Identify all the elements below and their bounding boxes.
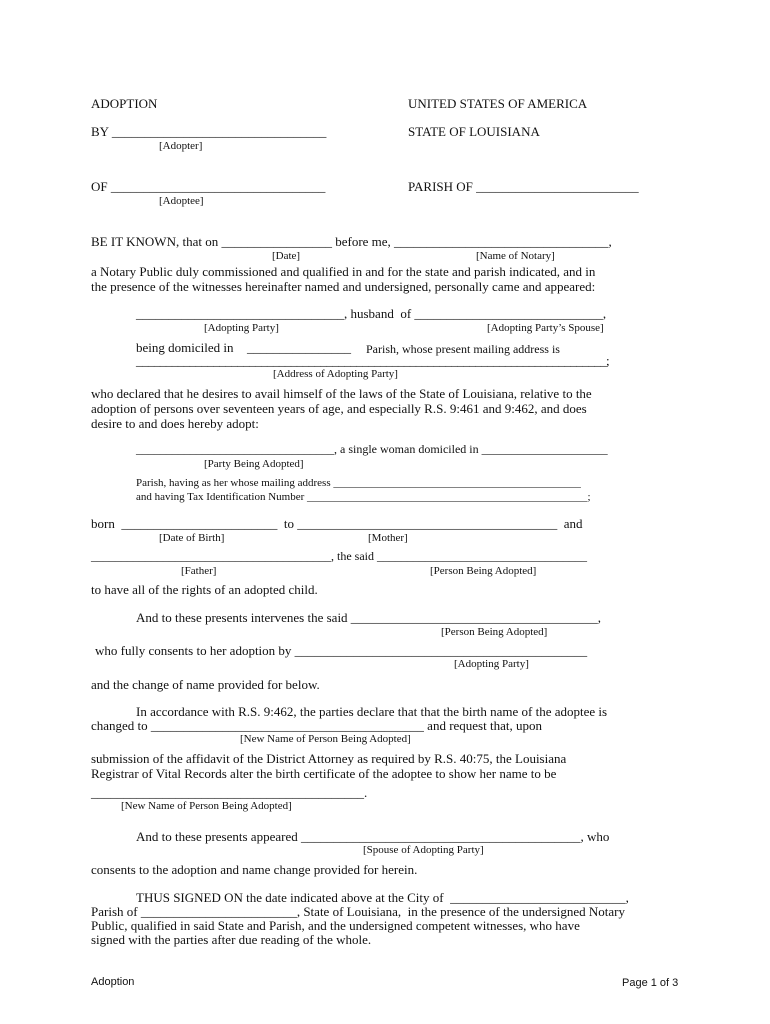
new-name-caption: [New Name of Person Being Adopted] <box>240 733 411 745</box>
consent-line: who fully consents to her adoption by _____________________________________________ <box>95 643 588 658</box>
country-label: UNITED STATES OF AMERICA <box>408 96 588 111</box>
address-blank-line: _______________________________________________________________________________; <box>136 353 610 368</box>
intervenes-line: And to these presents intervenes the said ______________________________________, <box>136 610 602 625</box>
signing-line-4: signed with the parties after due reading of the whole. <box>91 932 372 947</box>
intro-line-1: BE IT KNOWN, that on _________________ before me, _________________________________, <box>91 234 612 249</box>
domiciled-label: being domiciled in <box>136 340 234 355</box>
rights-line: to have all of the rights of an adopted child. <box>91 582 318 597</box>
adoptee-line: _________________________________, a single woman domiciled in _____________________ <box>136 442 608 456</box>
intro-line-3: the presence of the witnesses hereinafter named and undersigned, personally came and appeared: <box>91 279 596 294</box>
footer-title: Adoption <box>91 976 135 988</box>
name-change-line-1: In accordance with R.S. 9:462, the parties declare that that the birth name of the adoptee is <box>136 704 608 719</box>
adoptee-caption: [Adoptee] <box>159 195 204 207</box>
parish-address-label: Parish, whose present mailing address is <box>366 342 560 356</box>
date-caption: [Date] <box>272 250 301 262</box>
mother-caption: [Mother] <box>368 532 408 544</box>
spouse-caption: [Adopting Party’s Spouse] <box>487 322 604 334</box>
signing-line-1: THUS SIGNED ON the date indicated above at the City of ___________________________, <box>136 890 629 905</box>
adopter-blank-line: BY _________________________________ <box>91 124 327 139</box>
notary-caption: [Name of Notary] <box>476 250 555 262</box>
adopting-party-caption: [Adopting Party] <box>204 322 279 334</box>
adopter-caption: [Adopter] <box>159 140 203 152</box>
intro-line-2: a Notary Public duly commissioned and qualified in and for the state and parish indicated, and in <box>91 264 596 279</box>
father-caption: [Father] <box>181 565 217 577</box>
adopting-party-line: ________________________________, husband of _____________________________, <box>136 306 607 321</box>
parish-blank-line: PARISH OF _________________________ <box>408 179 639 194</box>
name-change-line-4: Registrar of Vital Records alter the birth certificate of the adoptee to show her name to be <box>91 766 557 781</box>
signing-line-3: Public, qualified in said State and Parish, and the undersigned competent witnesses, who have <box>91 918 580 933</box>
name-change-line-2: changed to __________________________________________ and request that, upon <box>91 718 542 733</box>
page-number: Page 1 of 3 <box>622 977 679 989</box>
dob-caption: [Date of Birth] <box>159 532 225 544</box>
born-line: born ________________________ to ________________________________________ and <box>91 516 583 531</box>
father-line: ________________________________________, the said ___________________________________ <box>91 549 587 563</box>
domiciled-blank: ________________ <box>247 340 351 355</box>
adoptee-blank-line: OF _________________________________ <box>91 179 326 194</box>
tax-id-line: and having Tax Identification Number ___________________________________________________; <box>136 491 591 503</box>
address-caption: [Address of Adopting Party] <box>273 368 398 380</box>
intervenes-person-caption: [Person Being Adopted] <box>441 626 548 638</box>
new-name-caption-2: [New Name of Person Being Adopted] <box>121 800 292 812</box>
declaration-line-1: who declared that he desires to avail himself of the laws of the State of Louisiana, relative to the <box>91 386 592 401</box>
party-being-adopted-caption: [Party Being Adopted] <box>204 458 304 470</box>
declaration-line-3: desire to and does hereby adopt: <box>91 416 259 431</box>
name-change-line-3: submission of the affidavit of the District Attorney as required by R.S. 40:75, the Louisiana <box>91 751 567 766</box>
consent-adopting-caption: [Adopting Party] <box>454 658 529 670</box>
new-name-blank-line: __________________________________________. <box>91 785 368 800</box>
person-being-adopted-caption: [Person Being Adopted] <box>430 565 537 577</box>
doc-type-label: ADOPTION <box>91 96 158 111</box>
spouse-consent-line: consents to the adoption and name change provided for herein. <box>91 862 418 877</box>
spouse-appeared-line: And to these presents appeared ___________________________________________, who <box>136 829 610 844</box>
declaration-line-2: adoption of persons over seventeen years of age, and especially R.S. 9:461 and 9:462, and does <box>91 401 587 416</box>
signing-line-2: Parish of ________________________, State of Louisiana, in the presence of the undersigned Notary <box>91 904 625 919</box>
spouse-of-adopting-caption: [Spouse of Adopting Party] <box>363 844 484 856</box>
state-label: STATE OF LOUISIANA <box>408 124 540 139</box>
change-of-name-line: and the change of name provided for below. <box>91 677 320 692</box>
mailing-address-line: Parish, having as her whose mailing address _____________________________________________ <box>136 477 581 489</box>
